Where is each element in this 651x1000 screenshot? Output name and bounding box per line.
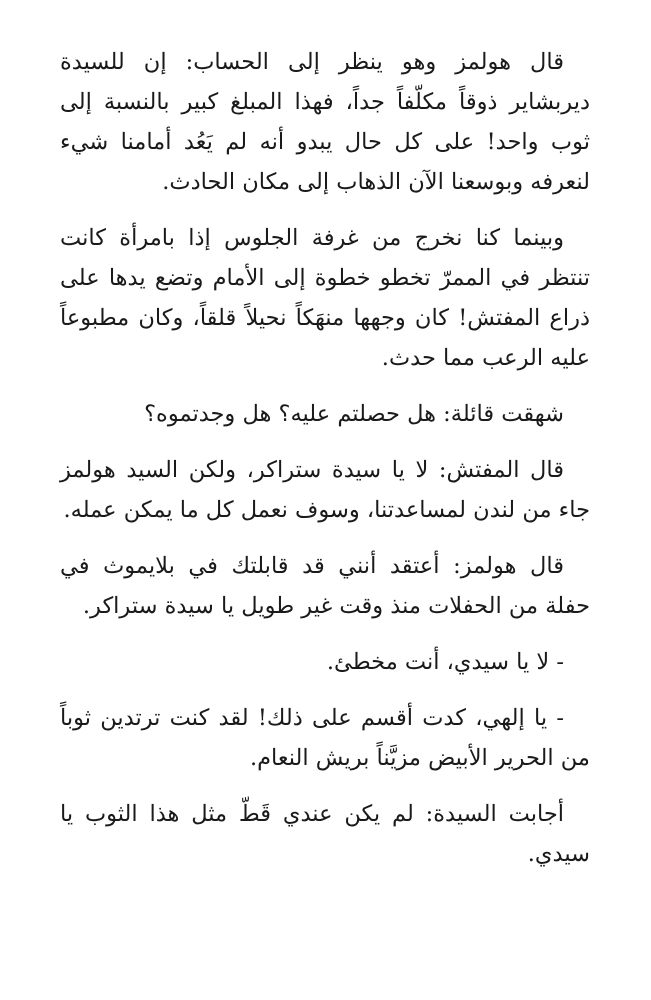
paragraph-5: قال هولمز: أعتقد أنني قد قابلتك في بلايموث في حفلة من الحفلات منذ وقت غير طويل يا سيدة ستراكر. <box>60 553 590 619</box>
paragraph-6: - لا يا سيدي، أنت مخطئ. <box>326 649 564 675</box>
paragraph-1: قال هولمز وهو ينظر إلى الحساب: إن للسيدة ديربشاير ذوقاً مكلّفاً جداً، فهذا المبلغ كبير بالنسبة إلى ثوب واحد! على كل حال يبدو أنه لم يَعُد أمامنا شيء لنعرفه وبوسعنا الآن الذهاب إلى مكان الحادث. <box>60 49 590 195</box>
paragraph-7: - يا إلهي، كدت أقسم على ذلك! لقد كنت ترتدين ثوباً من الحرير الأبيض مزيَّناً بريش النعام. <box>60 705 590 771</box>
paragraph-8: أجابت السيدة: لم يكن عندي قَطّ مثل هذا الثوب يا سيدي. <box>60 801 590 867</box>
paragraph-3: شهقت قائلة: هل حصلتم عليه؟ هل وجدتموه؟ <box>144 401 564 427</box>
paragraph-4: قال المفتش: لا يا سيدة ستراكر، ولكن السيد هولمز جاء من لندن لمساعدتنا، وسوف نعمل كل ما يمكن عمله. <box>60 457 590 523</box>
paragraph-2: وبينما كنا نخرج من غرفة الجلوس إذا بامرأة كانت تنتظر في الممرّ تخطو خطوة إلى الأمام وتضع يدها على ذراع المفتش! كان وجهها منهَكاً نحيلاً قلقاً، وكان مطبوعاً عليه الرعب مما حدث. <box>60 225 590 371</box>
book-page <box>60 42 590 874</box>
